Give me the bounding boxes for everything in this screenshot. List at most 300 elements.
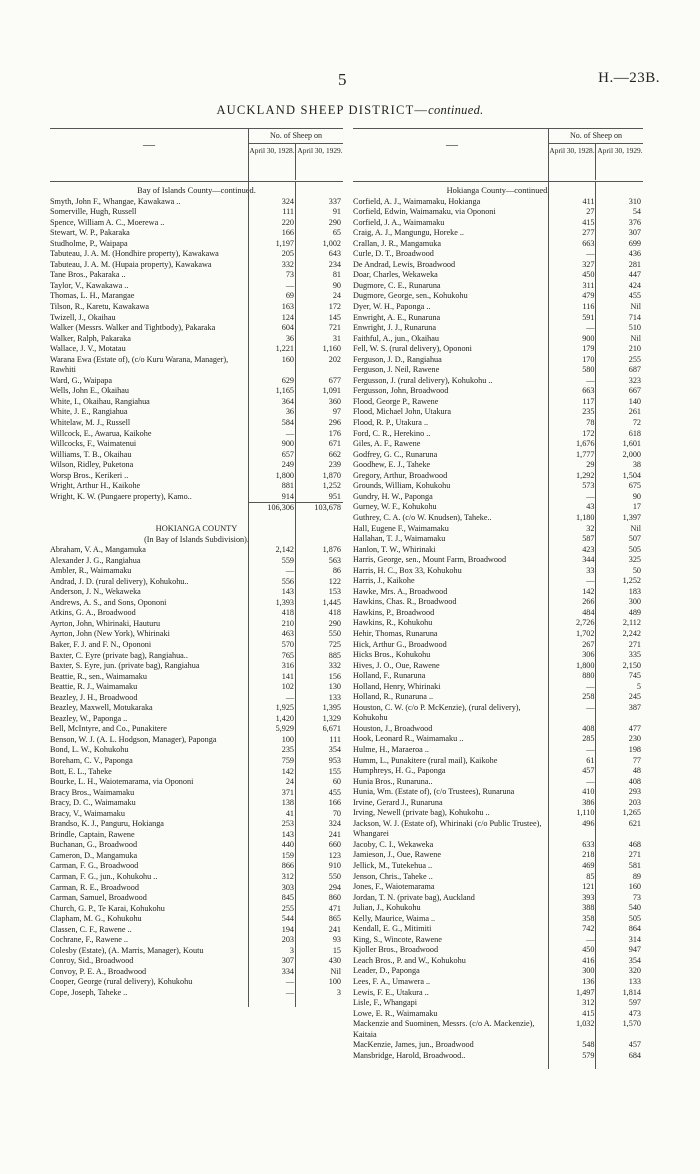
sheep-1928: 2,142 (275, 545, 294, 555)
sheep-1929: 296 (328, 418, 341, 428)
sheep-1929: 245 (628, 692, 641, 702)
table-row (50, 809, 343, 820)
table-row (50, 767, 343, 778)
table-row (353, 893, 643, 904)
owner-name: Kjoller Bros., Broadwood (353, 945, 439, 955)
sheep-1928: 121 (582, 882, 595, 892)
section-heading: HOKIANGA COUNTY (155, 523, 238, 533)
sheep-1928: 172 (582, 428, 595, 438)
table-row (50, 302, 343, 313)
section-spacer (50, 514, 343, 524)
sheep-1929: 540 (628, 903, 641, 913)
owner-name: Hawkins, P., Broadwood (353, 607, 435, 617)
table-row (50, 397, 343, 408)
owner-name: Bracy, V., Waimamaku (50, 808, 125, 818)
owner-name: Hanlon, T. W., Whirinaki (353, 544, 436, 554)
owner-name: King, S., Wincote, Rawene (353, 934, 442, 944)
sheep-1929: 387 (628, 702, 641, 712)
table-row (50, 693, 343, 704)
owner-name: Lewis, F. E., Utakura .. (353, 987, 429, 997)
table-row (50, 977, 343, 988)
owner-name: Beazley, W., Paponga .. (50, 713, 128, 723)
sheep-1929: 2,242 (622, 628, 641, 638)
sheep-count-header (248, 129, 343, 181)
owner-name: Dugmore, George, sen., Kohukohu (353, 291, 468, 301)
owner-name: Tabuteau, J. A. M. (Hondhire property), Kawakawa (50, 249, 219, 259)
table-row (353, 302, 643, 313)
sheep-1928: 358 (582, 913, 595, 923)
sheep-1928: 311 (582, 280, 595, 290)
sheep-1928: 411 (582, 196, 595, 206)
owner-name: Carman, F. G., jun., Kohukohu .. (50, 872, 158, 881)
sheep-1928: 1,497 (576, 987, 595, 997)
sheep-1928: 573 (582, 481, 595, 491)
sheep-1929: 332 (328, 661, 341, 671)
table-body (353, 182, 643, 1061)
sheep-1928: 663 (582, 386, 595, 396)
sheep-1928: — (586, 576, 595, 586)
table-row (353, 397, 643, 408)
sheep-1929: 725 (328, 639, 341, 649)
sheep-1928: 29 (586, 460, 595, 470)
sheep-1929: 2,112 (622, 618, 641, 628)
table-row (353, 629, 643, 640)
sheep-1928: 43 (586, 502, 595, 512)
sheep-1928: 742 (582, 924, 595, 934)
sheep-1929: 951 (328, 491, 341, 501)
sheep-1928: 163 (281, 302, 294, 312)
sheep-1929: 323 (628, 375, 641, 385)
table-row (353, 566, 643, 577)
owner-name: Cooper, George (rural delivery), Kohukohu (50, 977, 193, 987)
table-row (50, 883, 343, 894)
sheep-1928: 570 (281, 639, 294, 649)
table-row (353, 365, 643, 376)
owner-name: Giles, A. F., Rawene (353, 439, 421, 449)
table-row (50, 608, 343, 619)
sheep-1928: 450 (582, 945, 595, 955)
table-row (353, 471, 643, 482)
owner-name: Ayrton, John (New York), Whirinaki (50, 629, 170, 639)
table-row (353, 218, 643, 229)
table-row (50, 249, 343, 260)
sheep-1928: 73 (285, 270, 294, 280)
year-1928-header: April 30, 1928. (249, 144, 296, 180)
sheep-1929: 294 (328, 882, 341, 892)
owner-name: Faithful, A., jun., Okaihau (353, 333, 439, 343)
table-row (353, 291, 643, 302)
sheep-1928: 900 (582, 333, 595, 343)
sheep-1928: 235 (582, 407, 595, 417)
sheep-1928: 36 (285, 407, 294, 417)
owner-name: Hawkins, R., Kohukohu (353, 618, 433, 628)
table-row (50, 640, 343, 651)
table-row (50, 291, 343, 302)
sheep-1929: 675 (628, 481, 641, 491)
sheep-1928: — (285, 692, 294, 702)
table-row (353, 608, 643, 619)
table-row (353, 966, 643, 977)
sheep-1928: 116 (582, 302, 595, 312)
owner-name: Hawke, Mrs. A., Broadwood (353, 586, 448, 596)
table-row (353, 524, 643, 535)
owner-name: Holland, F., Runaruna (353, 671, 426, 681)
sheep-1928: 423 (582, 544, 595, 554)
table-row (353, 513, 643, 524)
table-row (353, 945, 643, 956)
owner-name: Ford, C. R., Herekino .. (353, 428, 431, 438)
owner-name: Willcock, E., Awarua, Kaikohe (50, 428, 152, 438)
owner-name: Beattie, R. J., Waimamaku (50, 682, 138, 692)
sheep-1928: 300 (582, 966, 595, 976)
year-1928-header: April 30, 1928. (549, 144, 596, 180)
table-row (353, 270, 643, 281)
sheep-1928: 334 (281, 966, 294, 976)
owner-name: Lees, F. A., Umawera .. (353, 977, 431, 987)
sheep-1929: 307 (628, 228, 641, 238)
owner-name: Cameron, D., Mangamuka (50, 850, 138, 860)
sheep-1929: 140 (628, 396, 641, 406)
sheep-1929: 183 (628, 586, 641, 596)
table-row (50, 207, 343, 218)
sheep-1928: 220 (281, 217, 294, 227)
owner-name: Hives, J. O., Oue, Rawene (353, 660, 440, 670)
owner-name: Jackson, W. J. (Estate of), Whirinaki (c/o Public Trustee), Whangarei (353, 818, 542, 839)
sheep-1928: 548 (582, 1040, 595, 1050)
sheep-1929: 230 (628, 734, 641, 744)
sheep-1928: 1,180 (576, 512, 595, 522)
table-row (50, 872, 343, 883)
owner-name: Corfield, A. J., Waimamaku, Hokianga (353, 196, 481, 206)
sheep-1928: 386 (582, 797, 595, 807)
table-row (353, 798, 643, 809)
owner-name: Baker, F. J. and F. N., Opononi (50, 639, 152, 649)
owner-name: Carman, R. E., Broadwood (50, 882, 139, 892)
sheep-1929: 198 (628, 744, 641, 754)
sheep-1928: 1,197 (275, 238, 294, 248)
sheep-1929: 166 (328, 798, 341, 808)
owner-name: Godfrey, G. C., Runaruna (353, 449, 438, 459)
sheep-1929: 38 (632, 460, 641, 470)
table-row (353, 1040, 643, 1051)
sheep-1928: 166 (281, 228, 294, 238)
sheep-1928: 1,221 (275, 344, 294, 354)
sheep-1929: 271 (628, 850, 641, 860)
owner-name: Fergusson, J. (rural delivery), Kohukohu .. (353, 375, 493, 385)
table-row (353, 819, 643, 840)
sheep-1929: 210 (628, 344, 641, 354)
sheep-1928: 266 (582, 597, 595, 607)
owner-name: Crallan, J. R., Mangamuka (353, 238, 441, 248)
owner-name: Gurney, W. F., Kohukohu (353, 502, 437, 512)
table-row (353, 724, 643, 735)
owner-name: Harris, George, sen., Mount Farm, Broadwood (353, 555, 507, 565)
sheep-1929: 643 (328, 249, 341, 259)
sheep-1928: 629 (281, 375, 294, 385)
owner-name: Enwright, A. E., Runaruna (353, 312, 441, 322)
owner-name: Stewart, W. P., Pakaraka (50, 228, 130, 238)
sheep-1929: 684 (628, 1050, 641, 1060)
owner-name: Beattie, R., sen., Waimamaku (50, 671, 147, 681)
table-row (353, 766, 643, 777)
owner-name: Whitelaw, M. J., Russell (50, 418, 131, 428)
table-row (353, 756, 643, 767)
sheep-1929: 1,445 (322, 597, 341, 607)
table-row (353, 355, 643, 366)
owner-name: Hulme, H., Maraeroa .. (353, 744, 429, 754)
sheep-1929: 354 (328, 745, 341, 755)
sheep-1929: 234 (328, 259, 341, 269)
table-row (50, 577, 343, 588)
sheep-1928: 1,676 (576, 439, 595, 449)
owner-name: Colesby (Estate), (A. Marris, Manager), Koutu (50, 945, 204, 955)
owner-name: Fell, W. S. (rural delivery), Opononi (353, 344, 472, 354)
sheep-1928: 580 (582, 365, 595, 375)
sheep-1928: 388 (582, 903, 595, 913)
table-row (50, 197, 343, 208)
table-row (353, 787, 643, 798)
owner-name: Leach Bros., P. and W., Kohukohu (353, 955, 466, 965)
owner-name: Jellick, M., Tutekehua .. (353, 861, 433, 870)
table-row (50, 735, 343, 746)
section-heading: Bay of Islands County—continued. (137, 186, 256, 195)
sheep-1928: 316 (281, 661, 294, 671)
sheep-1928: 78 (586, 418, 595, 428)
sheep-1929: 677 (328, 375, 341, 385)
sheep-1929: 73 (632, 892, 641, 902)
sheep-1928: 1,800 (576, 660, 595, 670)
table-row (353, 334, 643, 345)
sheep-1928: 332 (281, 259, 294, 269)
sheep-1928: 235 (281, 745, 294, 755)
sheep-1929: 50 (632, 565, 641, 575)
sheep-1928: 3 (289, 945, 294, 955)
sheep-1928: 415 (582, 217, 595, 227)
sheep-1928: — (285, 280, 294, 290)
sheep-1928: — (586, 375, 595, 385)
sheep-1928: 415 (582, 1008, 595, 1018)
sheep-1929: 176 (328, 428, 341, 438)
sheep-1929: 172 (328, 302, 341, 312)
sheep-1929: 1,091 (322, 386, 341, 396)
owner-name: Ferguson, J. Neil, Rawene (353, 365, 440, 375)
owner-name: Beazley, J. H., Broadwood (50, 692, 138, 702)
owner-name: Wright, K. W. (Pungaere property), Kamo.. (50, 491, 192, 501)
sheep-1928: 136 (582, 977, 595, 987)
left-column-table (50, 128, 343, 999)
sheep-1929: 947 (628, 945, 641, 955)
sheep-1929: 660 (328, 840, 341, 850)
owner-name: Hunia Bros., Runaruna.. (353, 776, 433, 786)
sheep-1929: Nil (630, 523, 641, 533)
sheep-1928: 117 (582, 396, 595, 406)
sheep-1928: 544 (281, 914, 294, 924)
sheep-1928: 469 (582, 861, 595, 870)
sheep-1929: 156 (328, 671, 341, 681)
owner-name: Carman, Samuel, Broadwood (50, 893, 147, 903)
table-row (50, 481, 343, 492)
owner-name: Tane Bros., Pakaraka .. (50, 270, 126, 280)
sheep-1929: 325 (628, 555, 641, 565)
owner-name: Hallahan, T. J., Waimamaku (353, 534, 446, 544)
sheep-1929: 860 (328, 893, 341, 903)
sheep-1928: 1,393 (275, 597, 294, 607)
table-row (353, 956, 643, 967)
sheep-1929: 671 (328, 439, 341, 449)
sheep-1929: 93 (332, 935, 341, 945)
table-row (50, 840, 343, 851)
table-row (50, 925, 343, 936)
sheep-1929: 745 (628, 671, 641, 681)
owner-name: Mansbridge, Harold, Broadwood.. (353, 1050, 466, 1060)
owner-name: Conroy, Sid., Broadwood (50, 956, 134, 966)
sheep-1928: — (586, 776, 595, 786)
sheep-1929: 618 (628, 428, 641, 438)
sheep-1929: 721 (328, 323, 341, 333)
sheep-1928: 267 (582, 639, 595, 649)
owner-name: Jenson, Chris., Taheke .. (353, 871, 433, 881)
table-row (353, 260, 643, 271)
table-row (50, 323, 343, 334)
sheep-1929: 90 (632, 491, 641, 501)
owner-name: Lowe, E. R., Waimamaku (353, 1008, 438, 1018)
table-row (353, 450, 643, 461)
table-row (50, 239, 343, 250)
sheep-1928: — (285, 428, 294, 438)
owner-name: Wells, John E., Okaihau (50, 386, 129, 396)
sheep-1929: 103,678 (296, 502, 343, 514)
total-row (50, 502, 343, 514)
table-row (50, 988, 343, 999)
sheep-1929: 910 (328, 861, 341, 871)
table-row (353, 534, 643, 545)
sheep-1928: 138 (281, 798, 294, 808)
sheep-1928: 463 (281, 629, 294, 639)
owner-name: Wallace, J. V., Motatau (50, 344, 126, 354)
table-row (50, 861, 343, 872)
owner-name: Flood, R. P., Utakura .. (353, 418, 429, 428)
table-row (353, 545, 643, 556)
owner-name: Bell, McIntyre, and Co., Punakitere (50, 724, 167, 734)
sheep-1928: 410 (582, 787, 595, 797)
table-row (50, 598, 343, 609)
table-row (353, 439, 643, 450)
sheep-1928: 33 (586, 565, 595, 575)
sheep-1929: 3 (336, 988, 341, 998)
table-row (353, 671, 643, 682)
owner-name: Williams, T. B., Okaihau (50, 449, 132, 459)
table-row (50, 492, 343, 503)
owner-name: Bracy Bros., Waimamaku (50, 787, 135, 797)
table-row (353, 682, 643, 693)
owner-name: Bourke, L. H., Waiotemarama, via Opononi (50, 777, 194, 787)
sheep-1929: Nil (630, 302, 641, 312)
sheep-1929: 293 (628, 787, 641, 797)
sheep-1928: 914 (281, 491, 294, 501)
table-row (50, 587, 343, 598)
sheep-1928: 1,032 (576, 1019, 595, 1029)
table-row (353, 555, 643, 566)
sheep-1929: 155 (328, 766, 341, 776)
sheep-1928: — (586, 681, 595, 691)
sheep-1929: 667 (628, 386, 641, 396)
owner-name: Taylor, V., Kawakawa .. (50, 280, 129, 290)
sheep-1929: 97 (332, 407, 341, 417)
sheep-1928: 1,702 (576, 628, 595, 638)
sheep-1928: 866 (281, 861, 294, 871)
table-row (50, 682, 343, 693)
sheep-1929: 1,870 (322, 470, 341, 480)
sheep-1928: 170 (582, 354, 595, 364)
sheep-1929: 271 (628, 639, 641, 649)
sheep-1928: 591 (582, 312, 595, 322)
document-reference: H.—23B. (598, 70, 660, 86)
table-row (50, 724, 343, 735)
owner-name: Clapham, M. G., Kohukohu (50, 914, 142, 924)
sheep-1929: Nil (330, 966, 341, 976)
table-row (353, 386, 643, 397)
owner-name: Lisle, F., Whangapi (353, 998, 417, 1008)
sheep-1928: 1,800 (275, 470, 294, 480)
sheep-1928: 496 (582, 818, 595, 828)
group-label: No. of Sheep on (249, 129, 343, 144)
owner-name: Buchanan, G., Broadwood (50, 840, 138, 850)
table-row (353, 703, 643, 724)
table-row (353, 407, 643, 418)
owner-name: Flood, George P., Rawene (353, 396, 439, 406)
sheep-1928: 587 (582, 534, 595, 544)
table-row (50, 935, 343, 946)
table-row (353, 777, 643, 788)
table-row (353, 988, 643, 999)
table-row (50, 946, 343, 957)
sheep-1928: 484 (582, 607, 595, 617)
table-row (50, 777, 343, 788)
owner-name: Bott, E. L., Taheke (50, 766, 112, 776)
owner-name: Grounds, William, Kohukohu (353, 481, 451, 491)
sheep-1929: 1,397 (622, 512, 641, 522)
owner-name: Hick, Arthur G., Broadwood (353, 639, 447, 649)
owner-name: MacKenzie, James, jun., Broadwood (353, 1040, 474, 1050)
owner-name: Baxter, S. Eyre, jun. (private bag), Rangiahua (50, 661, 200, 671)
table-row (353, 429, 643, 440)
sheep-1929: 1,329 (322, 713, 341, 723)
sheep-1929: 6,671 (322, 724, 341, 734)
table-row (353, 850, 643, 861)
sheep-1928: 61 (586, 755, 595, 765)
sheep-1929: 424 (628, 280, 641, 290)
table-row (50, 471, 343, 482)
sheep-1929: 160 (628, 882, 641, 892)
sheep-1929: 1,395 (322, 703, 341, 713)
table-row (353, 1019, 643, 1040)
owner-name: Hunia, Wm. (Estate of), (c/o Trustees), Runaruna (353, 787, 515, 797)
sheep-1929: 77 (632, 755, 641, 765)
sheep-1928: 41 (285, 808, 294, 818)
sheep-1929: 621 (628, 818, 641, 828)
owner-name: Atkins, G. A., Broadwood (50, 608, 136, 618)
sheep-1928: — (586, 702, 595, 712)
table-row (50, 819, 343, 830)
sheep-1928: 1,165 (275, 386, 294, 396)
sheep-1929: 505 (628, 913, 641, 923)
sheep-1928: 210 (281, 618, 294, 628)
page-number: 5 (338, 70, 347, 89)
table-row (353, 239, 643, 250)
table-row (50, 313, 343, 324)
sheep-1929: 335 (628, 650, 641, 660)
section-subheading: (In Bay of Islands Subdivision). (144, 534, 249, 544)
